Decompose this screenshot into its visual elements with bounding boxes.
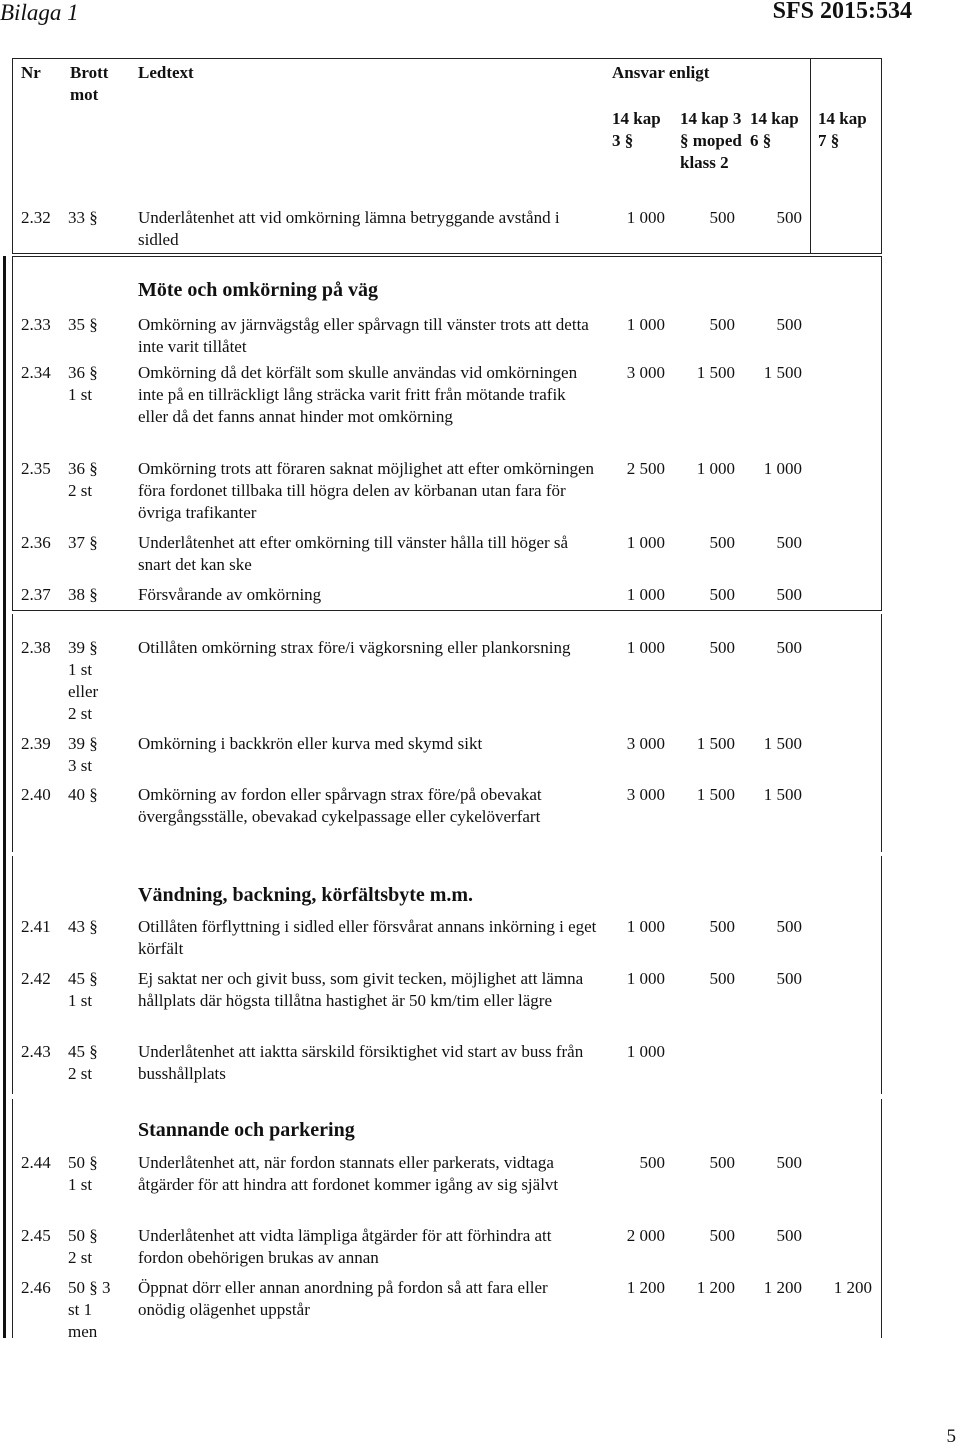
row-brott-mot: 33 § [68, 208, 98, 227]
row-nr: 2.38 [21, 638, 51, 657]
row-nr: 2.35 [21, 459, 51, 478]
row-ledtext: Omkörning av järnvägståg eller spårvagn till vänster trots att detta inte varit tillåtet [138, 315, 589, 356]
row-nr: 2.33 [21, 315, 51, 334]
appendix-label: Bilaga 1 [0, 0, 79, 25]
row-amount-2: 1 500 [696, 734, 735, 753]
row-nr: 2.36 [21, 533, 51, 552]
row-amount-3: 500 [776, 585, 802, 604]
row-nr: 2.45 [21, 1226, 51, 1245]
row-ledtext: Ej saktat ner och givit buss, som givit tecken, möjlighet att lämna hållplats där högsta tillåtna hastighet är 50 km/tim eller lägre [138, 969, 584, 1010]
row-amount-3: 500 [776, 1153, 802, 1172]
row-amount-3: 1 000 [763, 459, 802, 478]
row-amount-1: 1 000 [626, 533, 665, 552]
row-ledtext: Omkörning då det körfält som skulle användas vid omkörningen inte på en tillräckligt lång sträcka varit fritt från mötande trafik eller då det fanns annat hinder mot omkörning [138, 363, 578, 426]
row-ledtext: Underlåtenhet att efter omkörning till vänster hålla till höger så snart det kan ske [138, 533, 569, 574]
row-nr: 2.34 [21, 363, 51, 382]
row-nr: 2.40 [21, 785, 51, 804]
row-ledtext: Omkörning i backkrön eller kurva med skymd sikt [138, 734, 483, 753]
row-amount-1: 3 000 [626, 363, 665, 382]
row-amount-3: 1 500 [763, 363, 802, 382]
row-nr: 2.39 [21, 734, 51, 753]
row-brott-mot: 45 § 2 st [68, 1042, 98, 1083]
row-amount-1: 1 000 [626, 917, 665, 936]
row-brott-mot: 45 § 1 st [68, 969, 98, 1010]
row-amount-1: 2 500 [626, 459, 665, 478]
header-col-14kap3-moped: 14 kap 3 § moped klass 2 [680, 109, 742, 172]
row-amount-2: 500 [709, 969, 735, 988]
row-amount-2: 500 [709, 533, 735, 552]
header-nr: Nr [21, 63, 41, 82]
row-amount-3: 1 200 [763, 1278, 802, 1297]
row-nr: 2.37 [21, 585, 51, 604]
row-amount-2: 1 200 [696, 1278, 735, 1297]
row-amount-2: 500 [709, 208, 735, 227]
row-amount-2: 500 [709, 917, 735, 936]
row-nr: 2.43 [21, 1042, 51, 1061]
row-nr: 2.44 [21, 1153, 51, 1172]
row-amount-3: 500 [776, 638, 802, 657]
row-ledtext: Omkörning av fordon eller spårvagn strax före/på obevakat övergångsställe, obevakad cykelpassage eller cykelöverfart [138, 785, 542, 826]
header-col-14kap7: 14 kap 7 § [818, 109, 867, 150]
row-amount-1: 1 000 [626, 315, 665, 334]
row-amount-2: 500 [709, 315, 735, 334]
row-amount-3: 500 [776, 533, 802, 552]
row-amount-1: 1 000 [626, 638, 665, 657]
row-brott-mot: 43 § [68, 917, 98, 936]
margin-change-bar [3, 256, 6, 1338]
row-amount-2: 500 [709, 638, 735, 657]
row-ledtext: Omkörning trots att föraren saknat möjlighet att efter omkörningen föra fordonet tillbaka till högra delen av körbanan utan fara för övriga trafikanter [138, 459, 595, 522]
row-nr: 2.46 [21, 1278, 51, 1297]
row-ledtext: Försvårande av omkörning [138, 585, 322, 604]
row-amount-2: 1 500 [696, 785, 735, 804]
row-amount-3: 500 [776, 917, 802, 936]
row-brott-mot: 38 § [68, 585, 98, 604]
row-amount-3: 500 [776, 1226, 802, 1245]
header-col-14kap6: 14 kap 6 § [750, 109, 799, 150]
row-amount-1: 3 000 [626, 734, 665, 753]
row-amount-1: 500 [639, 1153, 665, 1172]
header-col-14kap3: 14 kap 3 § [612, 109, 661, 150]
row-nr: 2.42 [21, 969, 51, 988]
header-brott-mot: Brott mot [70, 63, 109, 104]
row-amount-2: 1 500 [696, 363, 735, 382]
statute-reference: SFS 2015:534 [772, 0, 912, 24]
row-amount-1: 1 000 [626, 969, 665, 988]
section-stannande-parkering: Stannande och parkering [138, 1119, 355, 1141]
row-amount-2: 500 [709, 1226, 735, 1245]
row-brott-mot: 50 § 3 st 1 men [68, 1278, 111, 1341]
row-amount-3: 1 500 [763, 785, 802, 804]
row-nr: 2.41 [21, 917, 51, 936]
header-ansvar-enligt: Ansvar enligt [612, 63, 710, 82]
col4-divider [810, 58, 811, 254]
row-amount-3: 1 500 [763, 734, 802, 753]
row-amount-1: 3 000 [626, 785, 665, 804]
row-amount-2: 500 [709, 585, 735, 604]
row-brott-mot: 36 § 1 st [68, 363, 98, 404]
row-amount-1: 1 000 [626, 585, 665, 604]
header-ledtext: Ledtext [138, 63, 194, 82]
row-ledtext: Underlåtenhet att iaktta särskild försiktighet vid start av buss från busshållplats [138, 1042, 584, 1083]
row-ledtext: Öppnat dörr eller annan anordning på fordon så att fara eller onödig olägenhet uppstår [138, 1278, 548, 1319]
block-1-top-rule [12, 256, 882, 257]
section-vandning-backning: Vändning, backning, körfältsbyte m.m. [138, 884, 474, 906]
row-amount-1: 2 000 [626, 1226, 665, 1245]
page-number: 5 [946, 1426, 956, 1447]
row-brott-mot: 37 § [68, 533, 98, 552]
row-amount-1: 1 000 [626, 1042, 665, 1061]
row-brott-mot: 50 § 1 st [68, 1153, 98, 1194]
row-ledtext: Underlåtenhet att, när fordon stannats eller parkerats, vidtaga åtgärder för att hindra att fordonet kommer igång av sig självt [138, 1153, 559, 1194]
row-brott-mot: 35 § [68, 315, 98, 334]
row-amount-3: 500 [776, 208, 802, 227]
row-amount-2: 1 000 [696, 459, 735, 478]
row-ledtext: Otillåten förflyttning i sidled eller försvårat annans inkörning i eget körfält [138, 917, 597, 958]
row-amount-3: 500 [776, 315, 802, 334]
row-amount-1: 1 000 [626, 208, 665, 227]
row-ledtext: Otillåten omkörning strax före/i vägkorsning eller plankorsning [138, 638, 571, 657]
row-amount-4: 1 200 [833, 1278, 872, 1297]
row-amount-2: 500 [709, 1153, 735, 1172]
row-brott-mot: 50 § 2 st [68, 1226, 98, 1267]
row-brott-mot: 39 § 3 st [68, 734, 98, 775]
row-brott-mot: 40 § [68, 785, 98, 804]
section-mote-och-omkorning: Möte och omkörning på väg [138, 279, 378, 301]
row-nr: 2.32 [21, 208, 51, 227]
row-ledtext: Underlåtenhet att vid omkörning lämna betryggande avstånd i sidled [138, 208, 560, 249]
row-ledtext: Underlåtenhet att vidta lämpliga åtgärder för att förhindra att fordon obehörigen brukas av annan [138, 1226, 552, 1267]
row-brott-mot: 39 § 1 st eller 2 st [68, 638, 99, 723]
row-brott-mot: 36 § 2 st [68, 459, 98, 500]
row-amount-1: 1 200 [626, 1278, 665, 1297]
row-amount-3: 500 [776, 969, 802, 988]
